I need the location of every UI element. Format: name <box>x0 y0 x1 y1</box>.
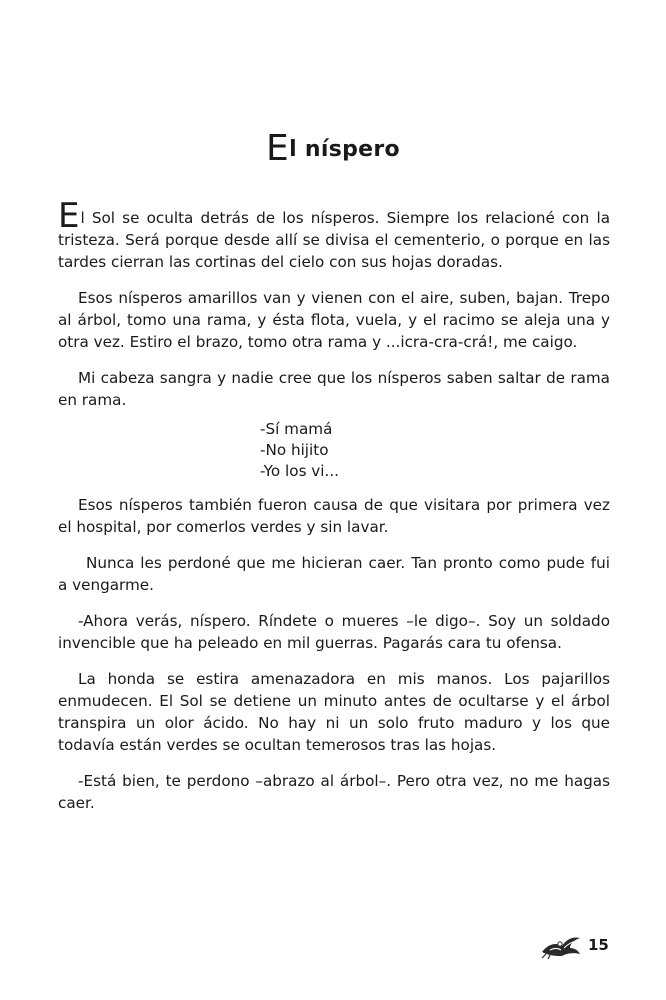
bird-ornament-icon <box>540 930 584 960</box>
paragraph-6: -Ahora verás, níspero. Ríndete o mueres –le digo–. Soy un soldado invencible que ha peleado en mil guerras. Pagarás cara tu ofensa. <box>58 612 610 652</box>
paragraph-4: Esos nísperos también fueron causa de que visitara por primera vez el hospital, por comerlos verdes y sin lavar. <box>58 496 610 536</box>
dialog-line: -No hijito <box>260 441 329 459</box>
dialog-block <box>260 419 610 482</box>
drop-cap: E <box>58 196 80 236</box>
title-initial: E <box>266 128 290 169</box>
title-rest: l níspero <box>289 137 400 162</box>
paragraph-1-text: l Sol se oculta detrás de los nísperos. Siempre los relacioné con la tristeza. Será porque desde allí se divisa el cementerio, o porque en las tardes cierran las cortinas del cielo con sus hojas doradas. <box>58 209 610 271</box>
paragraph-8: -Está bien, te perdono –abrazo al árbol–. Pero otra vez, no me hagas caer. <box>58 772 610 812</box>
dialog-line: -Yo los vi... <box>260 462 339 480</box>
dialog-line: -Sí mamá <box>260 420 333 438</box>
page-footer <box>540 928 620 962</box>
paragraph-2: Esos nísperos amarillos van y vienen con el aire, suben, bajan. Trepo al árbol, tomo una rama, y ésta flota, vuela, y el racimo se aleja una y otra vez. Estiro el brazo, tomo otra rama y ...icra-cra-crá!, me caigo. <box>58 289 610 351</box>
page-title <box>0 128 666 169</box>
paragraph-5: Nunca les perdoné que me hicieran caer. Tan pronto como pude fui a vengarme. <box>58 554 610 594</box>
paragraph-3: Mi cabeza sangra y nadie cree que los nísperos saben saltar de rama en rama. <box>58 369 610 409</box>
paragraph-1 <box>58 196 610 273</box>
paragraph-7: La honda se estira amenazadora en mis manos. Los pajarillos enmudecen. El Sol se detiene un minuto antes de ocultarse y el árbol transpira un olor ácido. No hay ni un solo fruto maduro y los que todavía están verdes se ocultan temerosos tras las hojas. <box>58 670 610 754</box>
story-body <box>58 196 610 828</box>
page-number: 15 <box>588 936 609 954</box>
